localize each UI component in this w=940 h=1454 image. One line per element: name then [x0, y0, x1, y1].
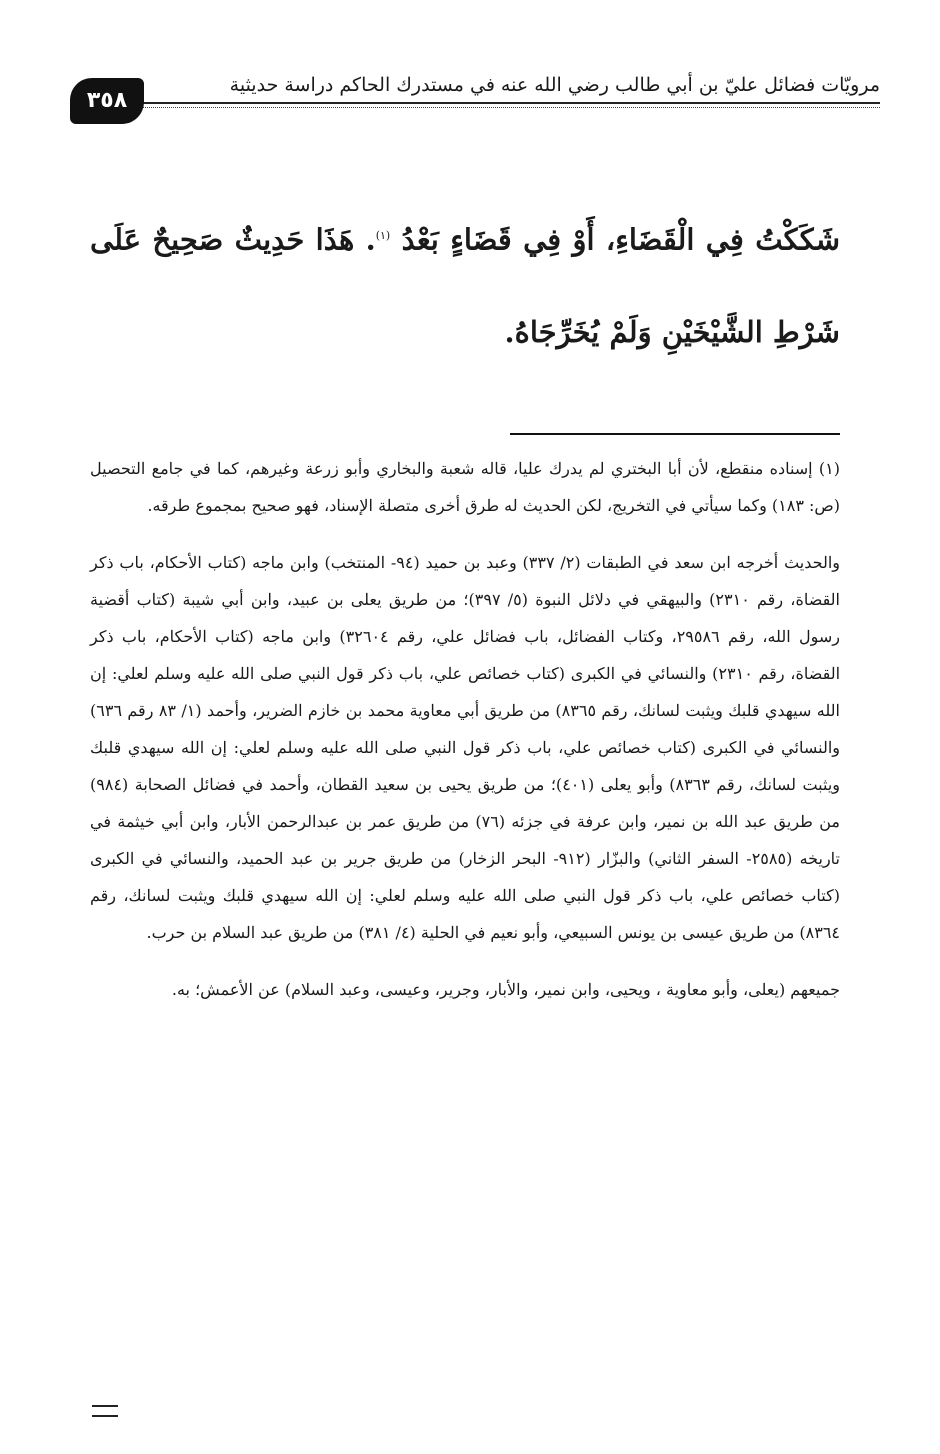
footnote-1: (١) إسناده منقطع، لأن أبا البختري لم يدرك عليا، قاله شعبة والبخاري وأبو زرعة وغيرهم، كما في جامع التحصيل (ص: ١٨٣) وكما سيأتي في التخريج، لكن الحديث له طرق أخرى متصلة الإسناد، فهو صحيح بمجموع طرقه. — [90, 459, 840, 515]
footer-mark — [92, 1405, 118, 1417]
header-rule — [120, 102, 880, 104]
running-title: مرويّات فضائل عليّ بن أبي طالب رضي الله عنه في مستدرك الحاكم دراسة حديثية — [229, 74, 880, 96]
page-header — [70, 70, 880, 113]
footnotes — [90, 450, 840, 1008]
footnote-takhrij: والحديث أخرجه ابن سعد في الطبقات (٢/ ٣٣٧) وعبد بن حميد (٩٤- المنتخب) وابن ماجه (كتاب الأحكام، باب ذكر القضاة، رقم ٢٣١٠) والبيهقي في دلائل النبوة (٥/ ٣٩٧)؛ من طريق يعلى بن عبيد، وابن أبي شيبة (كتاب أقضية رسول الله، رقم ٢٩٥٨٦، وكتاب الفضائل، باب فضائل علي، رقم ٣٢٦٠٤) وابن ماجه (كتاب الأحكام، باب ذكر القضاة، رقم ٢٣١٠) والنسائي في الكبرى (كتاب خصائص علي، باب ذكر قول النبي صلى الله عليه وسلم لعلي: إن الله سيهدي قلبك ويثبت لسانك، رقم ٨٣٦٥) من طريق أبي معاوية محمد بن خازم الضرير، وأحمد (١/ ٨٣ رقم ٦٣٦) والنسائي في الكبرى (كتاب خصائص علي، باب ذكر قول النبي صلى الله عليه وسلم لعلي: إن الله سيهدي قلبك ويثبت لسانك، رقم ٨٣٦٣) وأبو يعلى (٤٠١)؛ من طريق يحيى بن سعيد القطان، وأحمد في فضائل الصحابة (٩٨٤) من طريق عبد الله بن نمير، وابن عرفة في جزئه (٧٦) من طريق عمر بن عبدالرحمن الأبار، وابن أبي خيثمة في تاريخه (٢٥٨٥- السفر الثاني) والبزّار (٩١٢- البحر الزخار) من طريق جرير بن عبد الحميد، والنسائي في الكبرى (كتاب خصائص علي، باب ذكر قول النبي صلى الله عليه وسلم لعلي: إن الله سيهدي قلبك ويثبت لسانك، رقم ٨٣٦٤) من طريق عيسى بن يونس السبيعي، وأبو نعيم في الحلية (٤/ ٣٨١) من طريق عبد السلام بن حرب. — [90, 553, 841, 942]
hadith-text — [90, 190, 840, 378]
header-dotted-rule — [120, 107, 880, 108]
page-number-badge: ٣٥٨ — [70, 78, 144, 124]
footnote-reference: (١) — [375, 229, 391, 242]
footnote-separator — [510, 433, 840, 435]
footnote-summary: جميعهم (يعلى، وأبو معاوية ، ويحيى، وابن نمير، والأبار، وجرير، وعيسى، وعبد السلام) عن الأعمش؛ به. — [171, 980, 840, 999]
hadith-text-part1: شَكَكْتُ فِي الْقَضَاءِ، أَوْ فِي قَضَاءٍ بَعْدُ — [401, 222, 841, 257]
hadith-text-part2: . هَذَا حَدِيثٌ صَحِيحٌ عَلَى شَرْطِ الشَّيْخَيْنِ وَلَمْ يُخَرِّجَاهُ. — [90, 222, 840, 349]
